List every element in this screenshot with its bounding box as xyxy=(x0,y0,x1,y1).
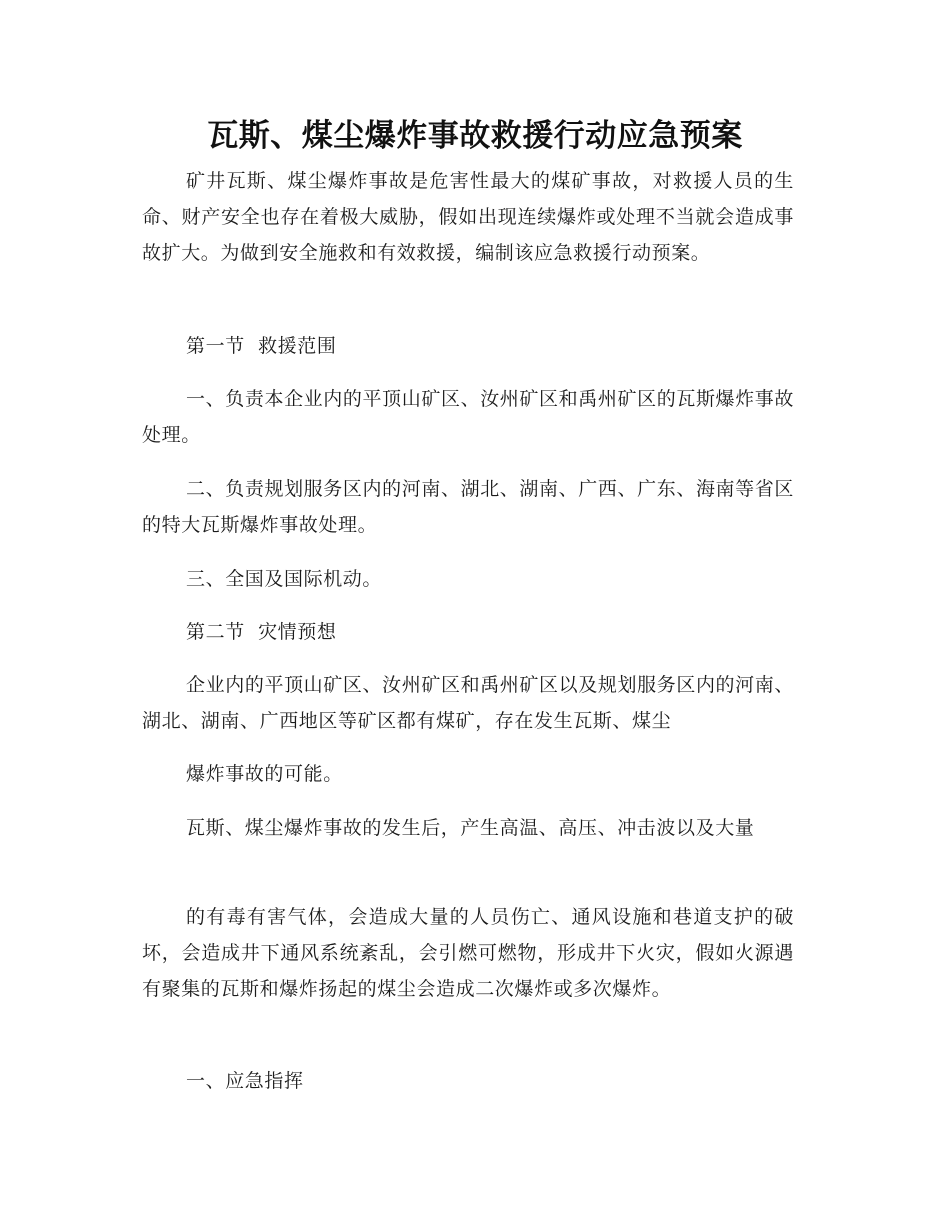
paragraph-scope-item-3: 三、全国及国际机动。 xyxy=(186,568,383,590)
paragraph-scope-item-1: 一、负责本企业内的平顶山矿区、汝州矿区和禹州矿区的瓦斯爆炸事故处理。 xyxy=(142,388,794,446)
paragraph-explosion-consequences: 的有毒有害气体，会造成大量的人员伤亡、通风设施和巷道支护的破坏，会造成井下通风系统紊乱，会引燃可燃物，形成井下火灾，假如火源遇有聚集的瓦斯和爆炸扬起的煤尘会造成二次爆炸或多次爆炸。 xyxy=(142,906,794,1000)
document-title: 瓦斯、煤尘爆炸事故救援行动应急预案 xyxy=(207,118,743,154)
paragraph-intro: 矿井瓦斯、煤尘爆炸事故是危害性最大的煤矿事故，对救援人员的生命、财产安全也存在着极大威胁，假如出现连续爆炸或处理不当就会造成事故扩大。为做到安全施救和有效救援，编制该应急救援行动预案。 xyxy=(142,170,794,264)
paragraph-scenario-possibility: 爆炸事故的可能。 xyxy=(186,763,343,785)
section-heading-rescue-scope: 第一节 救援范围 xyxy=(186,335,337,357)
paragraph-scenario-areas: 企业内的平顶山矿区、汝州矿区和禹州矿区以及规划服务区内的河南、湖北、湖南、广西地区等矿区都有煤矿，存在发生瓦斯、煤尘 xyxy=(142,674,794,732)
section-heading-disaster-scenario: 第二节 灾情预想 xyxy=(186,621,337,643)
paragraph-scope-item-2: 二、负责规划服务区内的河南、湖北、湖南、广西、广东、海南等省区的特大瓦斯爆炸事故处理。 xyxy=(142,478,794,536)
section-heading-emergency-command: 一、应急指挥 xyxy=(186,1070,304,1092)
paragraph-explosion-effects: 瓦斯、煤尘爆炸事故的发生后，产生高温、高压、冲击波以及大量 xyxy=(186,817,755,839)
